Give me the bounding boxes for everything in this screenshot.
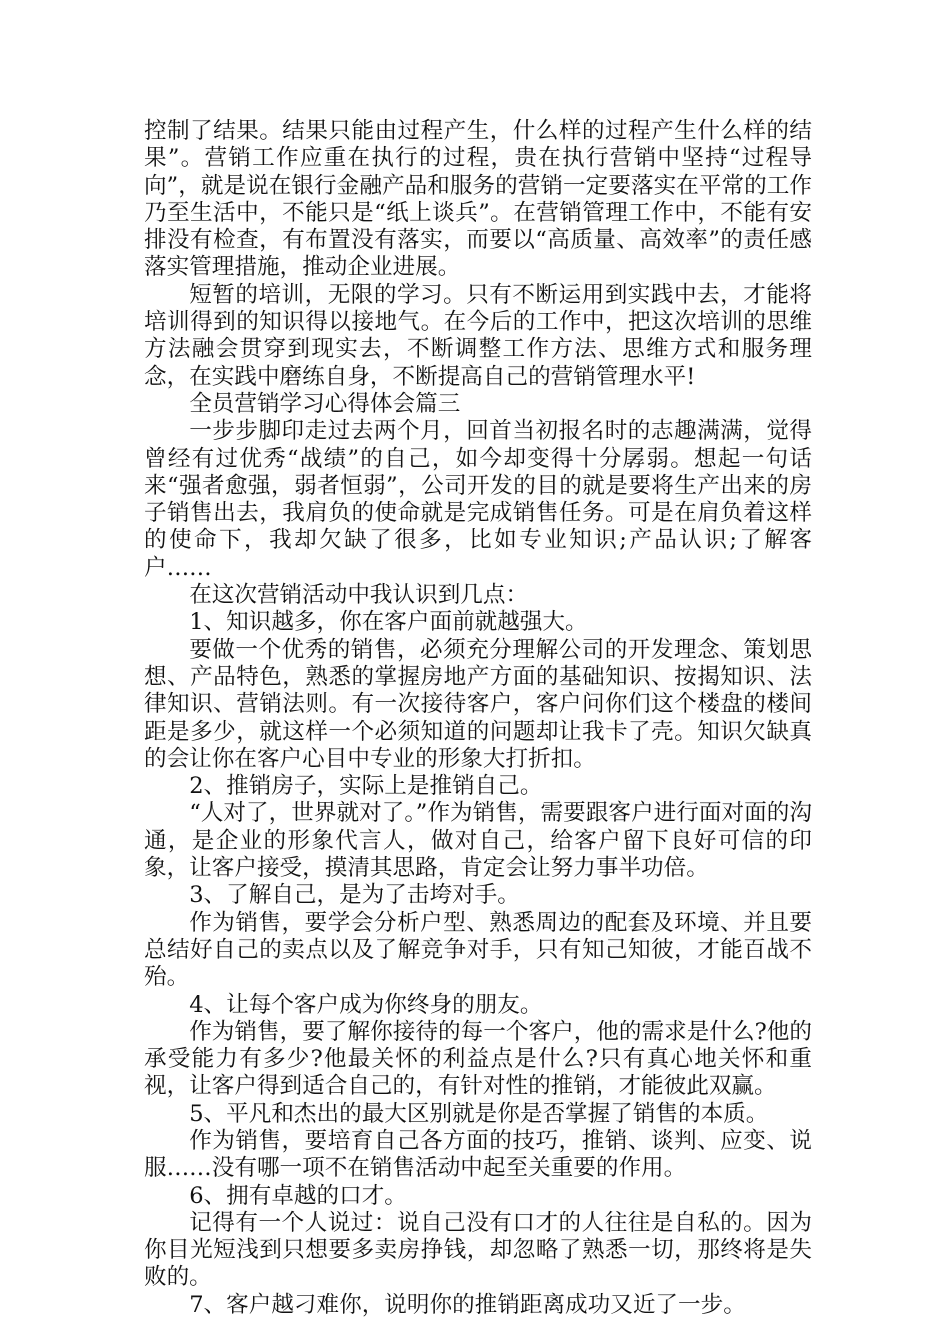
point-body-2: “人对了，世界就对了。”作为销售，需要跟客户进行面对面的沟通，是企业的形象代言人，做对自己，给客户留下良好可信的印象，让客户接受，摸清其思路，肯定会让努力事半功倍。 (144, 800, 812, 882)
point-heading-6: 6、拥有卓越的口才。 (189, 1182, 407, 1209)
point-heading-5: 5、平凡和杰出的最大区别就是你是否掌握了销售的本质。 (189, 1100, 769, 1127)
section-heading: 全员营销学习心得体会篇三 (189, 390, 461, 417)
point-heading-3: 3、了解自己，是为了击垮对手。 (189, 882, 520, 909)
paragraph-points-intro: 在这次营销活动中我认识到几点： (189, 582, 529, 609)
point-heading-2: 2、推销房子，实际上是推销自己。 (189, 773, 543, 800)
point-body-1: 要做一个优秀的销售，必须充分理解公司的开发理念、策划思想、产品特色，熟悉的掌握房地产方面的基础知识、按揭知识、法律知识、营销法则。有一次接待客户，客户问你们这个楼盘的楼间距是多少，就这样一个必须知道的问题却让我卡了壳。知识欠缺真的会让你在客户心目中专业的形象大打折扣。 (144, 636, 812, 772)
point-body-3: 作为销售，要学会分析户型、熟悉周边的配套及环境、并且要总结好自己的卖点以及了解竞争对手，只有知己知彼，才能百战不殆。 (144, 909, 812, 991)
point-heading-7: 7、客户越刁难你，说明你的推销距离成功又近了一步。 (189, 1291, 746, 1318)
point-body-4: 作为销售，要了解你接待的每一个客户，他的需求是什么?他的承受能力有多少?他最关怀的利益点是什么?只有真心地关怀和重视，让客户得到适合自己的，有针对性的推销，才能彼此双赢。 (144, 1018, 812, 1100)
point-body-5: 作为销售，要培育自己各方面的技巧，推销、谈判、应变、说服……没有哪一项不在销售活动中起至关重要的作用。 (144, 1127, 812, 1182)
paragraph-continuation: 控制了结果。结果只能由过程产生，什么样的过程产生什么样的结果”。营销工作应重在执行的过程，贵在执行营销中坚持“过程导向”，就是说在银行金融产品和服务的营销一定要落实在平常的工作乃至生活中，不能只是“纸上谈兵”。在营销管理工作中，不能有安排没有检查，有布置没有落实，而要以“高质量、高效率”的责任感落实管理措施，推动企业进展。 (144, 118, 812, 281)
point-body-6: 记得有一个人说过：说自己没有口才的人往往是自私的。因为你目光短浅到只想要多卖房挣钱，却忽略了熟悉一切，那终将是失败的。 (144, 1209, 812, 1291)
document-body (144, 118, 812, 1319)
paragraph-intro: 一步步脚印走过去两个月，回首当初报名时的志趣满满，觉得曾经有过优秀“战绩”的自己，如今却变得十分孱弱。想起一句话来“强者愈强，弱者恒弱”，公司开发的目的就是要将生产出来的房子销售出去，我肩负的使命就是完成销售任务。可是在肩负着这样的使命下，我却欠缺了很多，比如专业知识;产品认识;了解客户…… (144, 418, 812, 581)
paragraph-training: 短暂的培训，无限的学习。只有不断运用到实践中去，才能将培训得到的知识得以接地气。在今后的工作中，把这次培训的思维方法融会贯穿到现实去，不断调整工作方法、思维方式和服务理念，在实践中磨练自身，不断提高自己的营销管理水平! (144, 281, 812, 390)
point-heading-1: 1、知识越多，你在客户面前就越强大。 (189, 609, 588, 636)
point-heading-4: 4、让每个客户成为你终身的朋友。 (189, 991, 543, 1018)
